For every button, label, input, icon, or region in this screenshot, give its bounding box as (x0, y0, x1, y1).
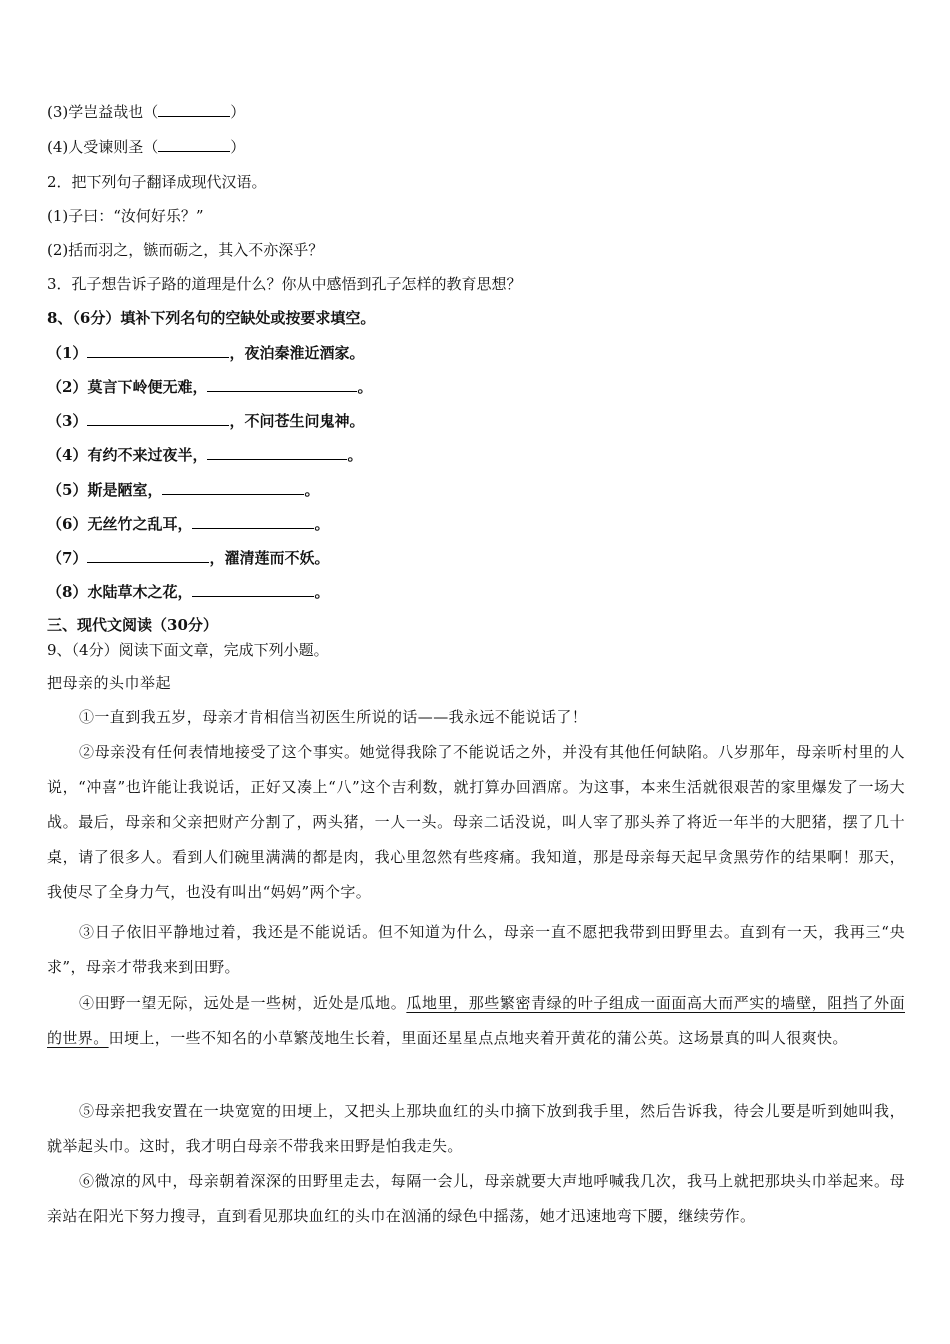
q8-item-before: 斯是陋室， (87, 481, 163, 499)
q8-item-before: 莫言下岭便无难， (87, 378, 208, 396)
q7-sub-question-2: 2．把下列句子翻译成现代汉语。 (47, 173, 267, 191)
q8-item-prefix: （8） (47, 583, 88, 601)
q8-item-prefix: （1） (47, 344, 88, 362)
section-3-title: 三、现代文阅读（30分） (47, 616, 218, 634)
answer-blank[interactable] (158, 101, 230, 117)
q8-item-after: ，不问苍生问鬼神。 (229, 412, 365, 430)
paragraph-4 (47, 986, 905, 1056)
q8-item-after: 。 (314, 583, 330, 601)
q8-item-7 (47, 547, 329, 568)
q8-item-after: 。 (347, 446, 363, 464)
q8-item-after: 。 (314, 515, 330, 533)
q8-item-prefix: （6） (47, 515, 88, 533)
q8-item-prefix: （4） (47, 446, 88, 464)
q8-item-before: 有约不来过夜半， (87, 446, 208, 464)
answer-blank[interactable] (87, 410, 229, 426)
q7-sub-question-3: 3．孔子想告诉子路的道理是什么？你从中感悟到孔子怎样的教育思想？ (47, 275, 522, 293)
answer-blank[interactable] (162, 479, 304, 495)
q8-item-prefix: （5） (47, 481, 88, 499)
q8-item-after: ，夜泊秦淮近酒家。 (229, 344, 365, 362)
q8-item-4 (47, 444, 362, 465)
q7-translate-1: (1)子曰：“汝何好乐？” (47, 207, 204, 225)
q8-title: 8、（6分）填补下列名句的空缺处或按要求填空。 (47, 309, 376, 327)
article-title: 把母亲的头巾举起 (47, 674, 172, 692)
q8-item-after: 。 (304, 481, 320, 499)
paragraph-2: ②母亲没有任何表情地接受了这个事实。她觉得我除了不能说话之外，并没有其他任何缺陷。八岁那年，母亲听村里的人说，“冲喜”也许能让我说话，正好又凑上“八”这个吉利数，就打算办回酒席。为这事，本来生活就很艰苦的家里爆发了一场大战。最后，母亲和父亲把财产分割了，两头猪，一人一头。母亲二话没说，叫人宰了那头养了将近一年半的大肥猪，摆了几十桌，请了很多人。看到人们碗里满满的都是肉，我心里忽然有些疼痛。我知道，那是母亲每天起早贪黑劳作的结果啊！那天，我使尽了全身力气，也没有叫出“妈妈”两个字。 (47, 743, 905, 901)
q8-item-1 (47, 342, 364, 363)
answer-blank[interactable] (158, 136, 230, 152)
q8-item-6 (47, 513, 329, 534)
underlined-sentence: 瓜地里，那些繁密青绿的叶子组成一面面高大而严实的墙壁，阻挡了外面的世界。 (47, 994, 905, 1047)
paragraph-4-start: ④田野一望无际，远处是一些树，近处是瓜地。 (79, 994, 407, 1012)
q7-item-3-tail: ） (230, 103, 246, 121)
paragraph-5: ⑤母亲把我安置在一块宽宽的田埂上，又把头上那块血红的头巾摘下放到我手里，然后告诉我，待会儿要是听到她叫我，就举起头巾。这时，我才明白母亲不带我来田野是怕我走失。 (47, 1102, 905, 1155)
q8-item-before: 无丝竹之乱耳， (87, 515, 193, 533)
paragraph-4-end: 田埂上，一些不知名的小草繁茂地生长着，里面还星星点点地夹着开黄花的蒲公英。这场景真的叫人很爽快。 (108, 1029, 848, 1047)
paragraph-3: ③日子依旧平静地过着，我还是不能说话。但不知道为什么，母亲一直不愿把我带到田野里去。直到有一天，我再三“央求”，母亲才带我来到田野。 (47, 923, 905, 976)
q7-item-3-text: (3)学岂益哉也（ (47, 103, 159, 121)
answer-blank[interactable] (87, 547, 209, 563)
q8-item-2 (47, 376, 372, 397)
q8-item-after: 。 (357, 378, 373, 396)
answer-blank[interactable] (207, 444, 347, 460)
q9-title: 9、（4分）阅读下面文章，完成下列小题。 (47, 641, 329, 659)
q8-item-before: 水陆草木之花， (87, 583, 193, 601)
answer-blank[interactable] (207, 376, 357, 392)
q8-item-8 (47, 581, 329, 602)
paragraph-6: ⑥微凉的风中，母亲朝着深深的田野里走去，每隔一会儿，母亲就要大声地呼喊我几次，我马上就把那块头巾举起来。母亲站在阳光下努力搜寻，直到看见那块血红的头巾在汹涌的绿色中摇荡，她才迅速地弯下腰，继续劳作。 (47, 1172, 905, 1225)
paragraph-1: ①一直到我五岁，母亲才肯相信当初医生所说的话——我永远不能说话了！ (79, 708, 588, 726)
answer-blank[interactable] (87, 342, 229, 358)
q7-item-3 (47, 101, 245, 122)
q8-item-3 (47, 410, 364, 431)
q8-item-prefix: （2） (47, 378, 88, 396)
q8-item-after: ，濯清莲而不妖。 (209, 549, 330, 567)
q7-item-4-text: (4)人受谏则圣（ (47, 138, 159, 156)
q8-item-5 (47, 479, 319, 500)
q8-item-prefix: （7） (47, 549, 88, 567)
answer-blank[interactable] (192, 513, 314, 529)
q7-item-4-tail: ） (230, 138, 246, 156)
q8-item-prefix: （3） (47, 412, 88, 430)
q7-translate-2: (2)括而羽之，镞而砺之，其入不亦深乎？ (47, 241, 324, 259)
q7-item-4 (47, 136, 245, 157)
answer-blank[interactable] (192, 581, 314, 597)
